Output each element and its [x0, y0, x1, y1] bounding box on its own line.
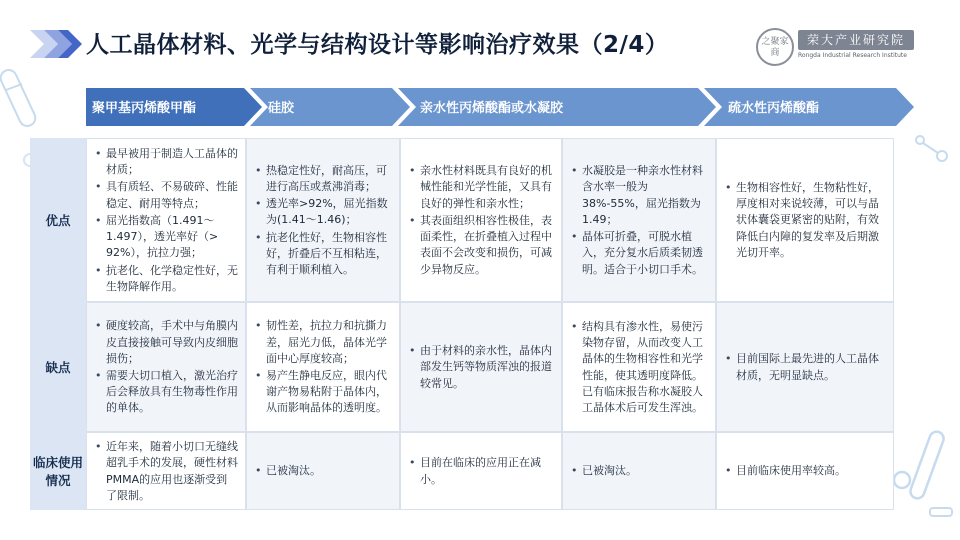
- cell-hydrophobic-clinical: [716, 432, 894, 510]
- list-item: • 目前国际上最先进的人工晶体材质，无明显缺点。: [724, 351, 886, 383]
- list-item: • 已被淘汰。: [570, 463, 708, 479]
- cell-hydrogel-clinical: [562, 432, 716, 510]
- company-logo: [756, 28, 926, 68]
- logo-name-cn: 荣大产业研究院: [798, 30, 914, 50]
- title-chevron-icon: [30, 30, 82, 58]
- list-item: • 其表面组织相容性极佳，表面柔性，在折叠植入过程中表面不会改变和损伤，可减少异物反应。: [408, 213, 554, 278]
- list-item: • 硬度较高，手术中与角膜内皮直接接触可导致内皮细胞损伤；: [94, 318, 238, 367]
- cell-hydrophilic-disadvantages: [400, 302, 562, 432]
- list-item: • 易产生静电反应，眼内代谢产物易粘附于晶体内，从而影响晶体的透明度。: [254, 368, 392, 417]
- list-item: • 具有质轻、不易破碎、性能稳定、耐用等特点；: [94, 179, 238, 211]
- cell-silicone-advantages: [246, 138, 400, 302]
- list-item: • 亲水性材料既具有良好的机械性能和光学性能，又具有良好的弹性和亲水性；: [408, 163, 554, 212]
- cell-silicone-clinical: [246, 432, 400, 510]
- list-item: • 韧性差，抗拉力和抗撕力差，屈光力低，晶体光学面中心厚度较高；: [254, 318, 392, 367]
- list-item: • 生物相容性好，生物粘性好，厚度相对来说较薄，可以与晶状体囊袋更紧密的贴附，有效降低白内障的复发率及后期激光切开率。: [724, 180, 886, 261]
- list-item: • 晶体可折叠，可脱水植入，充分复水后质柔韧透明。适合于小切口手术。: [570, 229, 708, 278]
- cell-pmma-clinical: [86, 432, 246, 510]
- page-title: 人工晶体材料、光学与结构设计等影响治疗效果（2/4）: [86, 32, 669, 58]
- molecule-decoration-icon: [900, 120, 960, 200]
- cell-pmma-disadvantages: [86, 302, 246, 432]
- list-item: • 目前在临床的应用正在减小。: [408, 455, 554, 487]
- list-item: • 由于材料的亲水性，晶体内部发生钙等物质浑浊的报道较常见。: [408, 343, 554, 392]
- list-item: • 已被淘汰。: [254, 463, 392, 479]
- list-item: • 热稳定性好，耐高压，可进行高压或煮沸消毒；: [254, 163, 392, 195]
- row-label-disadvantages: 缺点: [30, 302, 86, 432]
- cell-hydrophilic-clinical: [400, 432, 562, 510]
- list-item: • 最早被用于制造人工晶体的材质；: [94, 146, 238, 178]
- cell-hydrogel-advantages: [562, 138, 716, 302]
- list-item: • 抗老化、化学稳定性好，无生物降解作用。: [94, 263, 238, 295]
- cell-hydrogel-disadvantages: [562, 302, 716, 432]
- list-item: • 透光率>92%，屈光指数为(1.41～1.46)；: [254, 196, 392, 228]
- list-item: • 需要大切口植入，激光治疗后会释放具有生物毒性作用的单体。: [94, 368, 238, 417]
- row-label-advantages: 优点: [30, 138, 86, 302]
- cell-hydrophilic-advantages: [400, 138, 562, 302]
- logo-name-en: Rongda Industrial Research Institute: [798, 52, 907, 59]
- list-item: • 近年来，随着小切口无缝线超乳手术的发展，硬性材料PMMA的应用也逐渐受到了限制。: [94, 439, 238, 504]
- list-item: • 抗老化性好，生物相容性好，折叠后不互相粘连，有利于顺利植入。: [254, 230, 392, 279]
- list-item: • 屈光指数高（1.491～1.497），透光率好（> 92%），抗拉力强；: [94, 213, 238, 262]
- logo-seal: 之聚家商: [756, 28, 794, 66]
- list-item: • 目前临床使用率较高。: [724, 463, 886, 479]
- list-item: • 结构具有渗水性，易使污染物存留，从而改变人工晶体的生物相容性和光学性能，使其透明度降低。已有临床报告称水凝胶人工晶体术后可发生浑浊。: [570, 319, 708, 416]
- list-item: • 水凝胶是一种亲水性材料含水率一般为38%-55%，屈光指数为1.49；: [570, 163, 708, 228]
- cell-hydrophobic-advantages: [716, 138, 894, 302]
- cell-pmma-advantages: [86, 138, 246, 302]
- cell-silicone-disadvantages: [246, 302, 400, 432]
- row-label-clinical-use: 临床使用情况: [30, 432, 86, 510]
- cell-hydrophobic-disadvantages: [716, 302, 894, 432]
